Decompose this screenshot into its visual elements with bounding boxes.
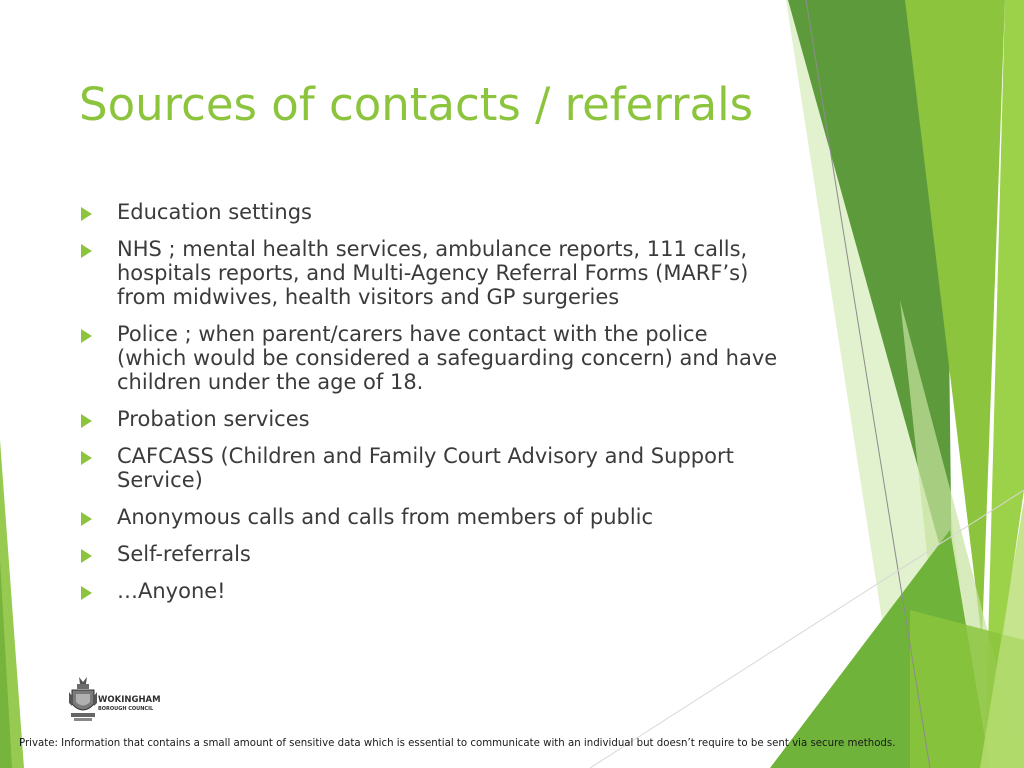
bullet-text: Police ; when parent/carers have contact with the police (which would be considered a safeguarding concern) and have children under the age of 18. bbox=[117, 322, 778, 394]
bullet-list bbox=[79, 200, 779, 616]
triangle-right-icon bbox=[81, 329, 92, 343]
list-item bbox=[79, 579, 779, 603]
bullet-text: …Anyone! bbox=[117, 579, 226, 603]
logo-name: WOKINGHAM bbox=[98, 695, 161, 705]
logo-subtitle: BOROUGH COUNCIL bbox=[98, 706, 154, 712]
bullet-text: Self-referrals bbox=[117, 542, 251, 566]
triangle-right-icon bbox=[81, 244, 92, 258]
privacy-footer: Private: Information that contains a small amount of sensitive data which is essential to communicate with an individual but doesn’t require to be sent via secure methods. bbox=[19, 738, 896, 749]
triangle-right-icon bbox=[81, 207, 92, 221]
council-crest-icon bbox=[69, 676, 97, 722]
list-item bbox=[79, 505, 779, 529]
bullet-text: Anonymous calls and calls from members of public bbox=[117, 505, 654, 529]
council-logo bbox=[69, 676, 209, 724]
bullet-text: Education settings bbox=[117, 200, 312, 224]
triangle-right-icon bbox=[81, 512, 92, 526]
list-item bbox=[79, 237, 779, 309]
triangle-right-icon bbox=[81, 451, 92, 465]
bullet-text: Probation services bbox=[117, 407, 310, 431]
list-item bbox=[79, 407, 779, 431]
bullet-text: NHS ; mental health services, ambulance reports, 111 calls, hospitals reports, and Multi-Agency Referral Forms (MARF’s) from midwives, health visitors and GP surgeries bbox=[117, 237, 749, 309]
bullet-text: CAFCASS (Children and Family Court Advisory and Support Service) bbox=[117, 444, 734, 492]
list-item bbox=[79, 200, 779, 224]
list-item bbox=[79, 322, 779, 394]
triangle-right-icon bbox=[81, 549, 92, 563]
list-item bbox=[79, 542, 779, 566]
list-item bbox=[79, 444, 779, 492]
triangle-right-icon bbox=[81, 586, 92, 600]
slide-title: Sources of contacts / referrals bbox=[79, 78, 754, 131]
triangle-right-icon bbox=[81, 414, 92, 428]
